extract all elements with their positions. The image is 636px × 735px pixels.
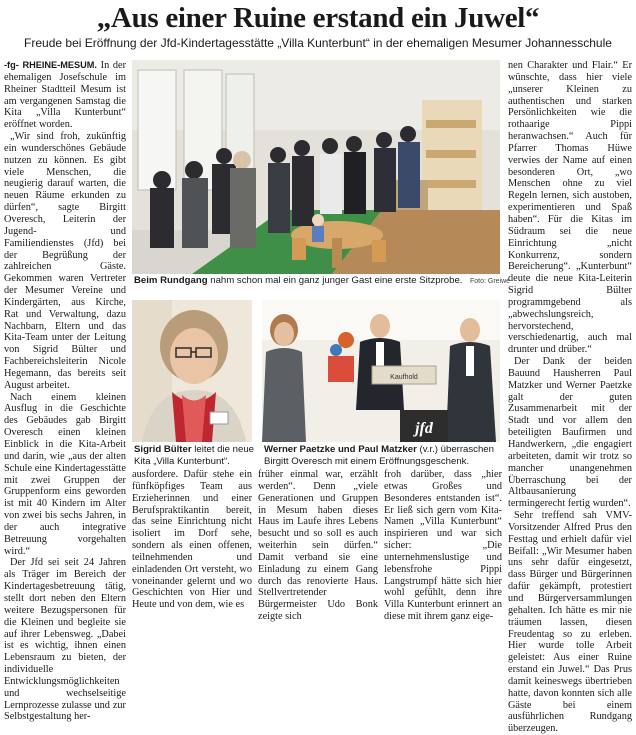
- portrait-photo: [132, 300, 252, 442]
- article-column-5: [508, 60, 632, 735]
- caption-bold: Sigrid Bülter: [134, 444, 192, 455]
- article-column-4: [384, 469, 502, 623]
- main-photo: [132, 60, 500, 274]
- paragraph: nen Charakter und Flair.“ Er wünschte, dass hier viele „unserer Kleinen zu authentischen und starken Persönlichkeiten wie die rothaarige Pippi heranwachsen.“ Auch für Pfarrer Thomas Hüwe verwies der Name auf einen besonderen Ort, „wo Menschen ohne zu viel Regeln lernen, sich austoben, experimentieren und Spaß haben“. Für die Kitas im Südraum sei die neue Einrichtung „nicht Konkurrenz, sondern Bereicherung“. „Kunterbunt“ deute die neue Kita-Leiterin Sigrid Bülter programmgebend als „abwechslungsreich, hervorstechend, verschiedenartig, auch mal drunter und drüber.“: [508, 60, 632, 356]
- main-photo-caption: [134, 275, 464, 287]
- paragraph: Der Jfd sei seit 24 Jahren als Träger im Bereich der Kindertagesbetreuung tätig, stellt dort neben den Eltern weitere Bezugspersonen für die Kleinen und begleite sie auf ihrer Lebensweg. „Dabei ist es wichtig, ihnen einen Lebensraum zu bieten, der individuelle Entwicklungsmöglichkeiten und wechselseitige Lernprozesse zulasse und zur Selbstgestaltung her-: [4, 557, 126, 723]
- paragraph: früher einmal war, erzählt werden“. Denn „viele Generationen und Gruppen in Mesum haben dieses Haus im Laufe ihres Lebens besucht und so soll es auch weiterhin sein dürfen.“ Damit verband sie eine Einladung zu einem Gang durch das renovierte Haus. Stellvertretender Bürgermeister Udo Bonk zeigte sich: [258, 469, 378, 623]
- paragraph: Sehr treffend sah VMV-Vorsitzender Alfred Prus den Festtag und erhielt dafür viel Beifall: „Wir Mesumer haben uns sehr dafür eingesetzt, dass Bürger und Bürgerinnen dafür gekämpft, protestiert und Bürgerversammlungen gehalten. Ich hätte es mir nie träumen lassen, diesen Freudentag so zu erleben. Hier wurde tolle Arbeit geleistet: Aus einer Ruine erstand ein Juwel.“ Das Prus damit keineswegs übertrieben hatte, davon konnten sich alle Gäste bei einem ausführlichen Rundgang überzeugen.: [508, 510, 632, 735]
- lead-paragraph: [4, 60, 126, 131]
- paragraph: Nach einem kleinen Ausflug in die Geschichte des Gebäudes gab Birgitt Overesch einen kleinen Einblick in die Kita-Arbeit und darin, wie „aus der alten Schule eine Kindertagesstätte mit zwei Gruppen der Gruppenform eins geworden ist mit 40 Kindern im Alter von zwei bis sechs Jahren, in der auch integrative Betreuung vorgehalten wird.“: [4, 391, 126, 557]
- article-column-2: [132, 469, 252, 611]
- paragraph: ausfordere. Dafür stehe ein fünfköpfiges Team aus Erzieherinnen und einer Berufspraktikantin bereit, das seine Einrichtung nicht isoliert im Dorf sehe, sondern als einen offenen, teilnehmenden und einladenden Ort versteht, wo voneinander gelernt und wo Geschichten von Hier und Heute und von dem, wie es: [132, 469, 252, 611]
- headline: „Aus einer Ruine erstand ein Juwel“: [96, 2, 540, 34]
- gift-caption: [264, 444, 500, 467]
- box-label: Kaufhold: [390, 374, 418, 381]
- paragraph: froh darüber, dass „hier etwas Großes und Besonderes entstanden ist“. Er ließ sich gern vom Kita-Namen „Villa Kunterbunt“ inspirieren und war sich sicher: „Die unternehmenslustige und lebensfrohe Pippi Langstrumpf hätte sich hier wohl gefühlt, denn ihre Villa Kunterbunt erinnert an diese mit ihrem ganz eige-: [384, 469, 502, 623]
- caption-bold: Werner Paetzke und Paul Matzker: [264, 444, 417, 455]
- portrait-illustration: [132, 300, 252, 442]
- caption-text: (v.r.) überraschen Birgitt Overesch mit einem Eröffnungsgeschenk.: [264, 444, 494, 467]
- photo-credit: Foto: Greiwe: [470, 278, 511, 285]
- gift-illustration: [262, 300, 500, 442]
- lead-text: In der ehemaligen Josefschule im Rheiner Stadtteil Mesum ist am vergangenen Samstag die Kita „Villa Kunterbunt“ eröffnet worden.: [4, 60, 127, 131]
- dateline-place: RHEINE-MESUM.: [22, 60, 97, 70]
- jfd-logo: jfd: [415, 420, 433, 437]
- article-column-1: [4, 60, 127, 723]
- gift-photo: [262, 300, 500, 442]
- caption-bold: Beim Rundgang: [134, 275, 208, 286]
- portrait-caption: [134, 444, 254, 467]
- main-photo-illustration: [132, 60, 500, 274]
- subline: Freude bei Eröffnung der Jfd-Kindertagesstätte „Villa Kunterbunt“ in der ehemaligen Mesumer Johannesschule: [24, 36, 612, 50]
- author-tag: -fg-: [4, 60, 19, 70]
- paragraph: Der Dank der beiden Bauund Hausherren Paul Matzker und Werner Paetzke galt der guten Zusammenarbeit mit der Stadt und vor allem den beteiligten Baufirmen und Handwerkern, „die engagiert arbeiteten, damit wir trotz so mancher unangenehmen Überraschung bei der Altbausanierung termingerecht fertig wurden“.: [508, 356, 632, 510]
- paragraph: „Wir sind froh, zukünftig ein wunderschönes Gebäude nutzen zu können. Es gibt viele Menschen, die neugierig darauf warten, die neuen Räume erkunden zu dürfen“, sagte Birgitt Overesch, Leiterin der Jugend- und Familiendienstes (Jfd) bei der Begrüßung der zahlreichen Gäste. Gekommen waren Vertreter der Mesumer Vereine und Kindergärten, aus Kirche, Rat und Verwaltung, dazu Nachbarn, Eltern und das Kita-Team unter der Leitung von Sigrid Bülter und Fachbereichsleiterin Nicole Hegemann, das bereits seit August arbeitet.: [4, 131, 126, 391]
- article-column-3: [258, 469, 378, 623]
- caption-text: leitet die neue Kita „Villa Kunterbunt“.: [134, 444, 254, 467]
- caption-text: nahm schon mal ein ganz junger Gast eine erste Sitzprobe.: [207, 275, 463, 286]
